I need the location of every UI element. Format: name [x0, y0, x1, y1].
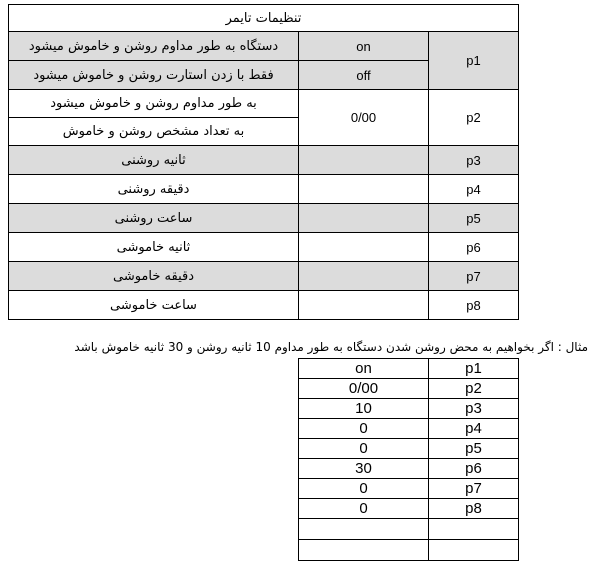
example-value: 10	[299, 399, 429, 419]
example-table	[298, 358, 519, 561]
example-value: on	[299, 359, 429, 379]
p7-description: دقیقه خاموشی	[9, 262, 299, 291]
example-param: p3	[429, 399, 519, 419]
p8-label: p8	[429, 291, 519, 320]
table-title: تنظیمات تایمر	[9, 5, 519, 32]
p2-label: p2	[429, 90, 519, 146]
p8-value-cell	[299, 291, 429, 320]
example-value: 0/00	[299, 379, 429, 399]
p7-label: p7	[429, 262, 519, 291]
example-empty-cell	[299, 519, 429, 540]
example-param: p5	[429, 439, 519, 459]
p1-on-description: دستگاه به طور مداوم روشن و خاموش میشود	[9, 32, 299, 61]
example-param: p8	[429, 499, 519, 519]
p1-off-description: فقط با زدن استارت روشن و خاموش میشود	[9, 61, 299, 90]
example-value: 0	[299, 439, 429, 459]
example-param: p1	[429, 359, 519, 379]
p3-description: ثانیه روشنی	[9, 146, 299, 175]
example-value: 0	[299, 419, 429, 439]
p5-value-cell	[299, 204, 429, 233]
p3-label: p3	[429, 146, 519, 175]
example-param: p4	[429, 419, 519, 439]
p1-off-value: off	[299, 61, 429, 90]
p3-value-cell	[299, 146, 429, 175]
example-param: p6	[429, 459, 519, 479]
p1-on-value: on	[299, 32, 429, 61]
p2-count-description: به تعداد مشخص روشن و خاموش	[9, 118, 299, 146]
p2-continuous-description: به طور مداوم روشن و خاموش میشود	[9, 90, 299, 118]
p4-label: p4	[429, 175, 519, 204]
example-param: p2	[429, 379, 519, 399]
p5-description: ساعت روشنی	[9, 204, 299, 233]
example-param: p7	[429, 479, 519, 499]
timer-settings-table	[8, 4, 519, 320]
p5-label: p5	[429, 204, 519, 233]
example-value: 0	[299, 499, 429, 519]
example-caption: مثال : اگر بخواهیم به محض روشن شدن دستگاه به طور مداوم 10 ثانیه روشن و 30 ثانیه خاموش باشد	[74, 340, 588, 354]
example-value: 30	[299, 459, 429, 479]
example-value: 0	[299, 479, 429, 499]
p4-value-cell	[299, 175, 429, 204]
p6-description: ثانیه خاموشی	[9, 233, 299, 262]
example-empty-cell	[429, 519, 519, 540]
p4-description: دقیقه روشنی	[9, 175, 299, 204]
p2-value: 0/00	[299, 90, 429, 146]
p6-value-cell	[299, 233, 429, 262]
p7-value-cell	[299, 262, 429, 291]
p8-description: ساعت خاموشی	[9, 291, 299, 320]
p1-label: p1	[429, 32, 519, 90]
example-empty-cell	[299, 540, 429, 561]
example-empty-cell	[429, 540, 519, 561]
p6-label: p6	[429, 233, 519, 262]
